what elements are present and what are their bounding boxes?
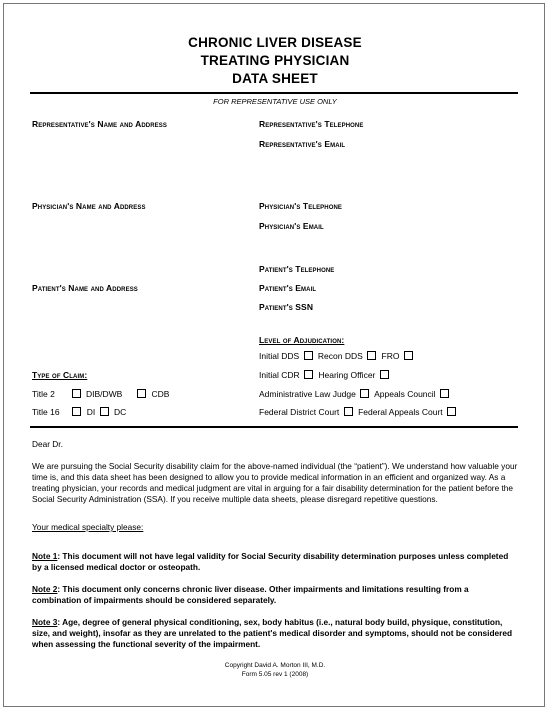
note-1-label: Note 1 [32,551,58,561]
di-checkbox[interactable] [72,407,81,416]
title-16-row [32,407,126,417]
federal-appeals-court-checkbox[interactable] [447,407,456,416]
cdb-label: CDB [151,389,170,399]
alj-label: Administrative Law Judge [259,389,356,399]
rep-name-field: Representative's Name and Address [32,119,167,129]
fro-checkbox[interactable] [404,351,413,360]
form-title-line-1: CHRONIC LIVER DISEASE [188,35,362,50]
note-2 [32,584,520,606]
dib-dwb-label: DIB/DWB [85,389,123,399]
patient-ssn-field: Patient's SSN [259,302,314,312]
dc-checkbox[interactable] [100,407,109,416]
adjudication-row-2 [259,370,392,380]
representative-use-caption: FOR REPRESENTATIVE USE ONLY [213,97,337,106]
type-of-claim-heading: Type of Claim: [32,370,88,380]
cdb-checkbox[interactable] [137,389,146,398]
physician-name-field: Physician's Name and Address [32,201,146,211]
rep-phone-field: Representative's Telephone [259,119,364,129]
recon-dds-checkbox[interactable] [367,351,376,360]
note-3 [32,617,520,650]
federal-appeals-court-label: Federal Appeals Court [358,407,443,417]
adjudication-row-3 [259,389,452,399]
initial-dds-checkbox[interactable] [304,351,313,360]
alj-checkbox[interactable] [360,389,369,398]
form-title-line-3: DATA SHEET [232,71,318,86]
form-number-line: Form 5.05 rev 1 (2008) [241,671,309,678]
top-rule [30,92,518,94]
form-title-line-2: TREATING PHYSICIAN [200,53,350,68]
level-of-adjudication-heading: Level of Adjudication: [259,335,345,345]
note-1-text: : This document will not have legal validity for Social Security disability determination purposes unless completed by a licensed medical doctor or osteopath. [32,551,509,572]
patient-email-field: Patient's Email [259,283,317,293]
patient-phone-field: Patient's Telephone [259,264,335,274]
note-2-text: : This document only concerns chronic liver disease. Other impairments and limitations resulting from a combination of impairments should be considered separately. [32,584,469,605]
di-label: DI [86,407,96,417]
federal-district-court-label: Federal District Court [259,407,340,417]
physician-email-field: Physician's Email [259,221,324,231]
physician-phone-field: Physician's Telephone [259,201,343,211]
note-1 [32,551,520,573]
adjudication-row-1 [259,351,416,361]
hearing-officer-label: Hearing Officer [318,370,376,380]
title-16-label: Title 16 [32,407,60,417]
hearing-officer-checkbox[interactable] [380,370,389,379]
section-rule [30,426,518,428]
adjudication-row-4 [259,407,459,417]
initial-cdr-checkbox[interactable] [304,370,313,379]
rep-email-field: Representative's Email [259,139,346,149]
title-2-row [32,389,169,399]
note-3-label: Note 3 [32,617,58,627]
appeals-council-checkbox[interactable] [440,389,449,398]
note-2-label: Note 2 [32,584,58,594]
dib-dwb-checkbox[interactable] [72,389,81,398]
patient-name-field: Patient's Name and Address [32,283,138,293]
intro-paragraph: We are pursuing the Social Security disability claim for the above-named individual (the “patient”). We understand how valuable your time is, and this data sheet has been designed to allow you to provide medical information in an efficient and organized way. As a treating physician, your records and medical judgment are vital in arguing for a fair disability determination for the patient before the Social Security Administration (SSA). If you receive multiple data sheets, please disregard repetitive questions. [32,461,518,504]
note-3-text: : Age, degree of general physical conditioning, sex, body habitus (i.e., natural body build, physique, constitution, size, and weight), insofar as they are unrelated to the patient's medical disorder and symptoms, should not be considered when assessing the functional severity of the impairment. [32,617,513,649]
dc-label: DC [113,407,127,417]
salutation: Dear Dr. [32,439,63,449]
initial-dds-label: Initial DDS [259,351,300,361]
fro-label: FRO [381,351,400,361]
medical-specialty-prompt: Your medical specialty please: [32,522,144,532]
appeals-council-label: Appeals Council [374,389,436,399]
federal-district-court-checkbox[interactable] [344,407,353,416]
copyright-line: Copyright David A. Morton III, M.D. [224,662,326,669]
recon-dds-label: Recon DDS [317,351,363,361]
title-2-label: Title 2 [32,389,55,399]
initial-cdr-label: Initial CDR [259,370,300,380]
